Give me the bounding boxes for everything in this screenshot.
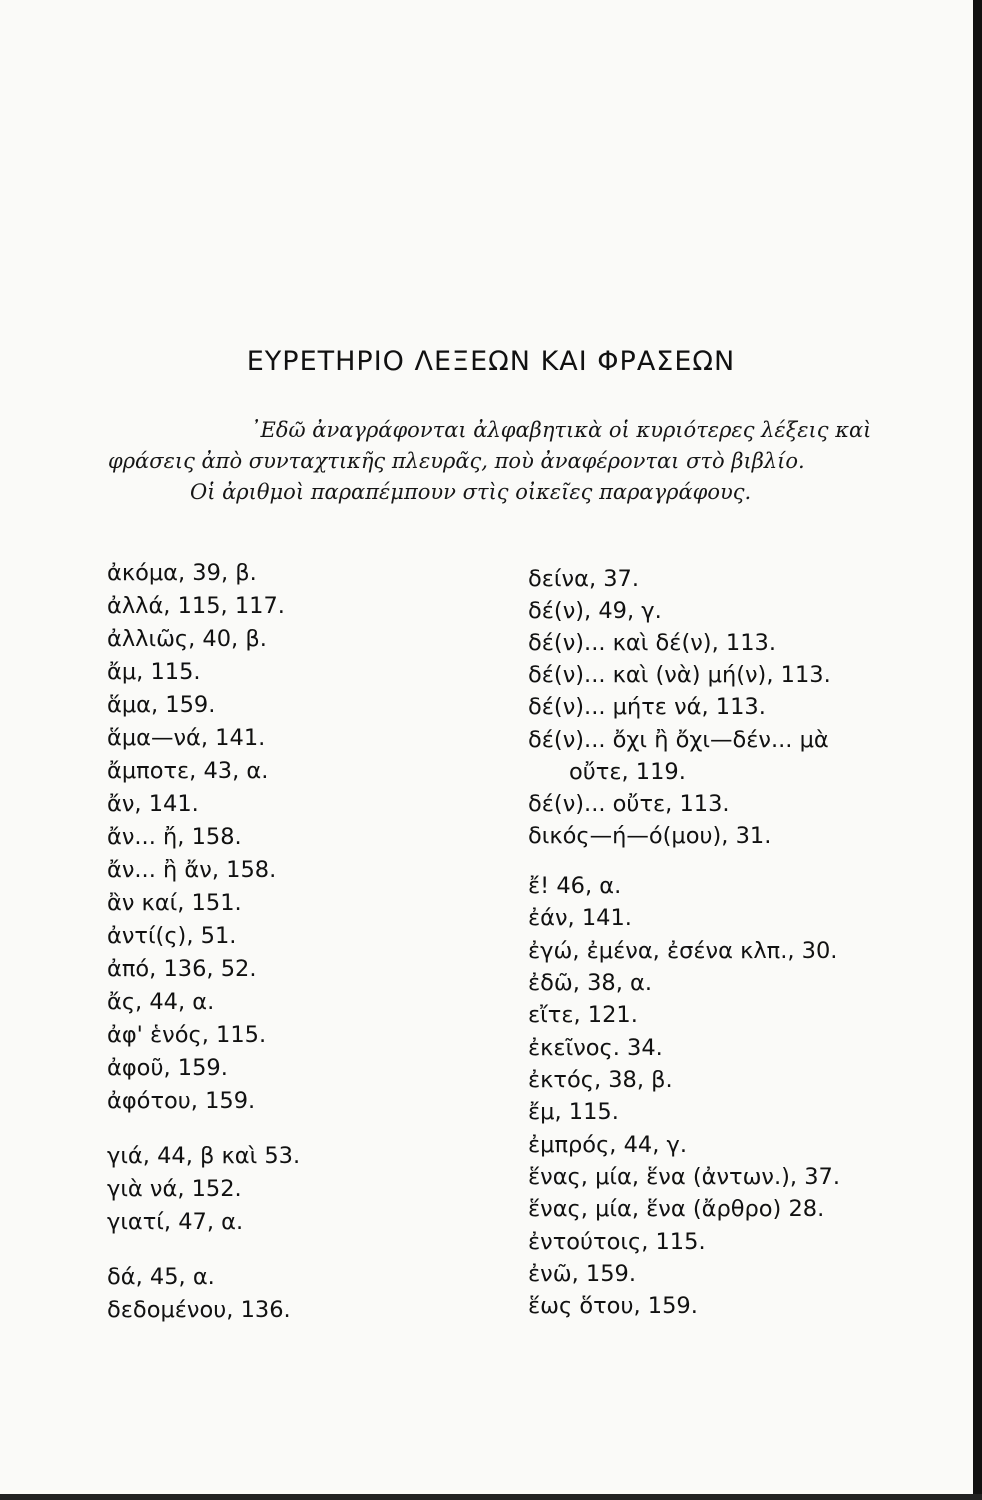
index-entry: ἅμα, 159. [107, 692, 216, 718]
index-entry: δικός—ή—ό(μου), 31. [528, 823, 772, 849]
index-entry: ἀφότου, 159. [107, 1088, 256, 1114]
index-entry: ἐάν, 141. [528, 905, 632, 931]
index-entry: δείνα, 37. [528, 566, 640, 592]
index-entry-continuation: οὔτε, 119. [569, 759, 686, 785]
index-entry: ἄν... ἢ ἄν, 158. [107, 857, 277, 883]
index-entry: γιά, 44, β καὶ 53. [107, 1143, 301, 1169]
index-entry: ἀντί(ς), 51. [107, 923, 237, 949]
index-entry: ἔμ, 115. [528, 1099, 619, 1125]
index-entry: ἄς, 44, α. [107, 989, 215, 1015]
index-entry: δά, 45, α. [107, 1264, 215, 1290]
index-entry: ἐντούτοις, 115. [528, 1229, 706, 1255]
index-entry: δέ(ν)... μήτε νά, 113. [528, 694, 766, 720]
index-entry: ἂν καί, 151. [107, 890, 242, 916]
index-entry: ἐμπρός, 44, γ. [528, 1132, 687, 1158]
index-entry: ἅμα—νά, 141. [107, 725, 266, 751]
index-entry: ἐκτός, 38, β. [528, 1067, 673, 1093]
index-entry: ἐδῶ, 38, α. [528, 970, 652, 996]
index-entry: δέ(ν)... οὔτε, 113. [528, 791, 730, 817]
scan-edge-bottom [0, 1494, 982, 1500]
index-entry: ἄν, 141. [107, 791, 199, 817]
index-entry: ἔ! 46, α. [528, 873, 622, 899]
intro-line: ᾿Εδῶ ἀναγράφονται ἀλφαβητικὰ οἱ κυριότερες λέξεις καὶ [250, 418, 872, 442]
index-entry: ἀκόμα, 39, β. [107, 560, 257, 586]
index-entry: ἄμ, 115. [107, 659, 201, 685]
intro-line: Οἱ ἀριθμοὶ παραπέμπουν στὶς οἰκεῖες παραγράφους. [190, 480, 752, 504]
index-entry: δέ(ν)... καὶ (νὰ) μή(ν), 113. [528, 662, 831, 688]
index-entry: δέ(ν), 49, γ. [528, 598, 662, 624]
index-entry: ἄμποτε, 43, α. [107, 758, 269, 784]
index-entry: ἐγώ, ἐμένα, ἐσένα κλπ., 30. [528, 938, 838, 964]
intro-line: φράσεις ἀπὸ συνταχτικῆς πλευρᾶς, ποὺ ἀναφέρονται στὸ βιβλίο. [108, 449, 805, 473]
page-title: ΕΥΡΕΤΗΡΙΟ ΛΕΞΕΩΝ ΚΑΙ ΦΡΑΣΕΩΝ [246, 346, 736, 377]
index-entry: ἀλλά, 115, 117. [107, 593, 285, 619]
index-entry: δέ(ν)... ὄχι ἢ ὄχι—δέν... μὰ [528, 727, 829, 753]
index-entry: ἄν... ἤ, 158. [107, 824, 242, 850]
index-entry: δέ(ν)... καὶ δέ(ν), 113. [528, 630, 776, 656]
index-entry: δεδομένου, 136. [107, 1297, 291, 1323]
index-entry: ἀφοῦ, 159. [107, 1055, 228, 1081]
index-entry: εἴτε, 121. [528, 1002, 638, 1028]
index-entry: γιὰ νά, 152. [107, 1176, 242, 1202]
index-entry: ἀλλιῶς, 40, β. [107, 626, 267, 652]
index-entry: ἀφ' ἑνός, 115. [107, 1022, 267, 1048]
scan-edge-right [973, 0, 982, 1500]
index-entry: γιατί, 47, α. [107, 1209, 244, 1235]
index-entry: ἕνας, μία, ἕνα (ἄρθρο) 28. [528, 1196, 825, 1222]
index-entry: ἕνας, μία, ἕνα (ἀντων.), 37. [528, 1164, 841, 1190]
index-entry: ἀπό, 136, 52. [107, 956, 257, 982]
index-entry: ἐνῶ, 159. [528, 1261, 636, 1287]
index-entry: ἐκεῖνος. 34. [528, 1035, 663, 1061]
index-entry: ἕως ὅτου, 159. [528, 1293, 698, 1319]
